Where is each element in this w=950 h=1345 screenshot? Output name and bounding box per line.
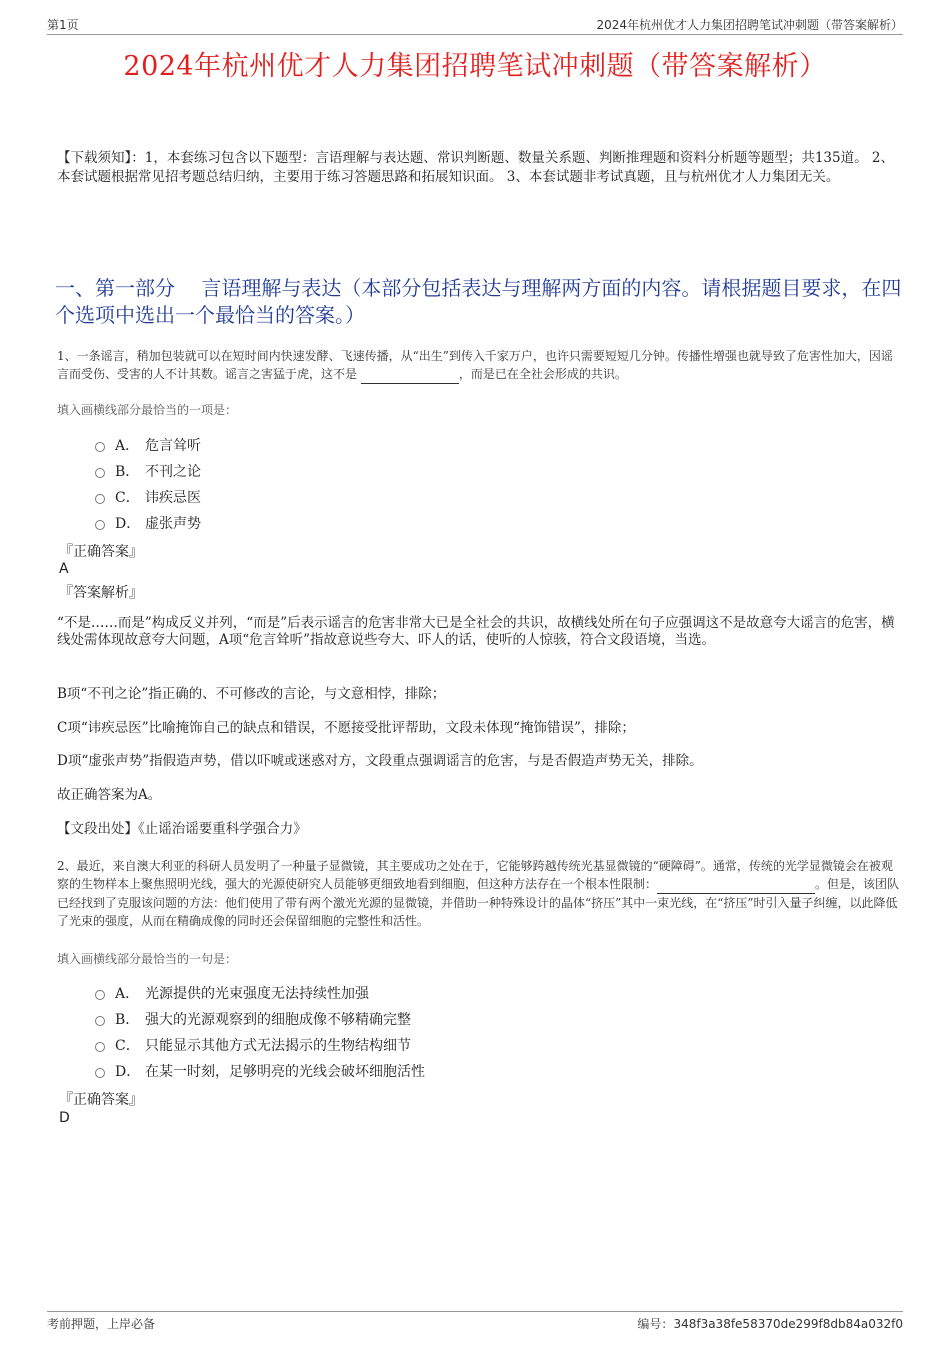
q1-prompt: 填入画横线部分最恰当的一项是： [57,403,238,417]
radio-icon[interactable] [95,1016,105,1026]
download-notice: 【下载须知】：1，本套练习包含以下题型：言语理解与表达题、常识判断题、数量关系题、判断推理题和资料分析题等题型；共135道。 2、本套试题根据常见招考题总结归纳，主要用于练习答题思路和拓展知识面。 3、本套试题非考试真题，且与杭州优才人力集团无关。 [57,150,894,185]
q2-prompt: 填入画横线部分最恰当的一句是： [57,952,238,966]
q1-option-d[interactable]: D． 虚张声势 [95,510,201,536]
page-number: 第1页 [47,18,79,32]
radio-icon[interactable] [95,468,105,478]
page-header [47,14,903,35]
q1-option-a[interactable]: A． 危言耸听 [95,432,201,458]
q1-answer: A [59,561,69,577]
question-1-stem [57,347,903,384]
q2-blank [657,875,815,894]
page-footer [47,1311,903,1332]
q1-stem-before: 1、一条谣言，稍加包装就可以在短时间内快速发酵、飞速传播，从“出生”到传入千家万户，也许只需要短短几分钟。传播性增强也就导致了危害性加大，因谣言而受伤、受害的人不计其数。谣言之害猛于虎，这不是 [57,349,893,381]
q1-options [95,432,201,536]
q1-answer-label: 『正确答案』 [59,544,143,560]
q1-analysis-para: B项“不刊之论”指正确的、不可修改的言论，与文意相悖，排除； [57,686,446,702]
radio-icon[interactable] [95,990,105,1000]
radio-icon[interactable] [95,1042,105,1052]
radio-icon[interactable] [95,1068,105,1078]
q2-answer-label: 『正确答案』 [59,1092,143,1108]
radio-icon[interactable] [95,520,105,530]
q1-option-c[interactable]: C． 讳疾忌医 [95,484,201,510]
q1-blank [361,365,459,384]
q1-analysis-para: C项“讳疾忌医”比喻掩饰自己的缺点和错误，不愿接受批评帮助，文段未体现“掩饰错误”，排除； [57,720,635,736]
q2-option-c[interactable]: C． 只能显示其他方式无法揭示的生物结构细节 [95,1032,425,1058]
q2-stem-after: 。但是，该团队已经找到了克服该问题的方法：他们使用了带有两个激光光源的显微镜，并借助一种特殊设计的晶体“挤压”其中一束光线，在“挤压”时引入量子纠缠，以此降低了光束的强度，从而在精确成像的同时还会保留细胞的完整性和活性。 [57,877,900,928]
q1-stem-after: ，而是已在全社会形成的共识。 [458,367,627,381]
q2-answer: D [59,1110,70,1126]
q1-analysis-conclusion: 故正确答案为A。 [57,787,162,803]
q1-analysis-para: D项“虚张声势”指假造声势，借以吓唬或迷惑对方，文段重点强调谣言的危害，与是否假造声势无关，排除。 [57,753,703,769]
q1-analysis-label: 『答案解析』 [59,585,143,601]
footer-code: 编号：348f3a38fe58370de299f8db84a032f0 [637,1317,903,1331]
radio-icon[interactable] [95,442,105,452]
q2-option-b[interactable]: B． 强大的光源观察到的细胞成像不够精确完整 [95,1006,425,1032]
q1-source: 【文段出处】《止谣治谣要重科学强合力》 [57,821,307,837]
question-2-stem [57,857,903,930]
header-doc-title: 2024年杭州优才人力集团招聘笔试冲刺题（带答案解析） [596,18,903,32]
q2-options [95,980,425,1084]
document-title: 2024年杭州优才人力集团招聘笔试冲刺题（带答案解析） [123,51,827,82]
q2-option-d[interactable]: D． 在某一时刻，足够明亮的光线会破坏细胞活性 [95,1058,425,1084]
q1-analysis-para: “不是……而是”构成反义并列，“而是”后表示谣言的危害非常大已是全社会的共识，故横线处所在句子应强调这不是故意夸大谣言的危害，横线处需体现故意夸大问题，A项“危言耸听”指故意说些夸大、吓人的话，使听的人惊骇，符合文段语境，当选。 [57,615,895,648]
q2-stem-before: 2、最近，来自澳大利亚的科研人员发明了一种量子显微镜，其主要成功之处在于，它能够跨越传统光基显微镜的“硬障碍”。通常，传统的光学显微镜会在被观察的生物样本上聚焦照明光线，强大的光源使研究人员能够更细致地看到细胞，但这种方法存在一个根本性限制： [57,859,893,891]
footer-slogan: 考前押题，上岸必备 [47,1317,156,1331]
q2-option-a[interactable]: A． 光源提供的光束强度无法持续性加强 [95,980,425,1006]
radio-icon[interactable] [95,494,105,504]
q1-option-b[interactable]: B． 不刊之论 [95,458,201,484]
section-title: 一、第一部分 言语理解与表达（本部分包括表达与理解两方面的内容。请根据题目要求，在四个选项中选出一个最恰当的答案。） [55,276,902,327]
